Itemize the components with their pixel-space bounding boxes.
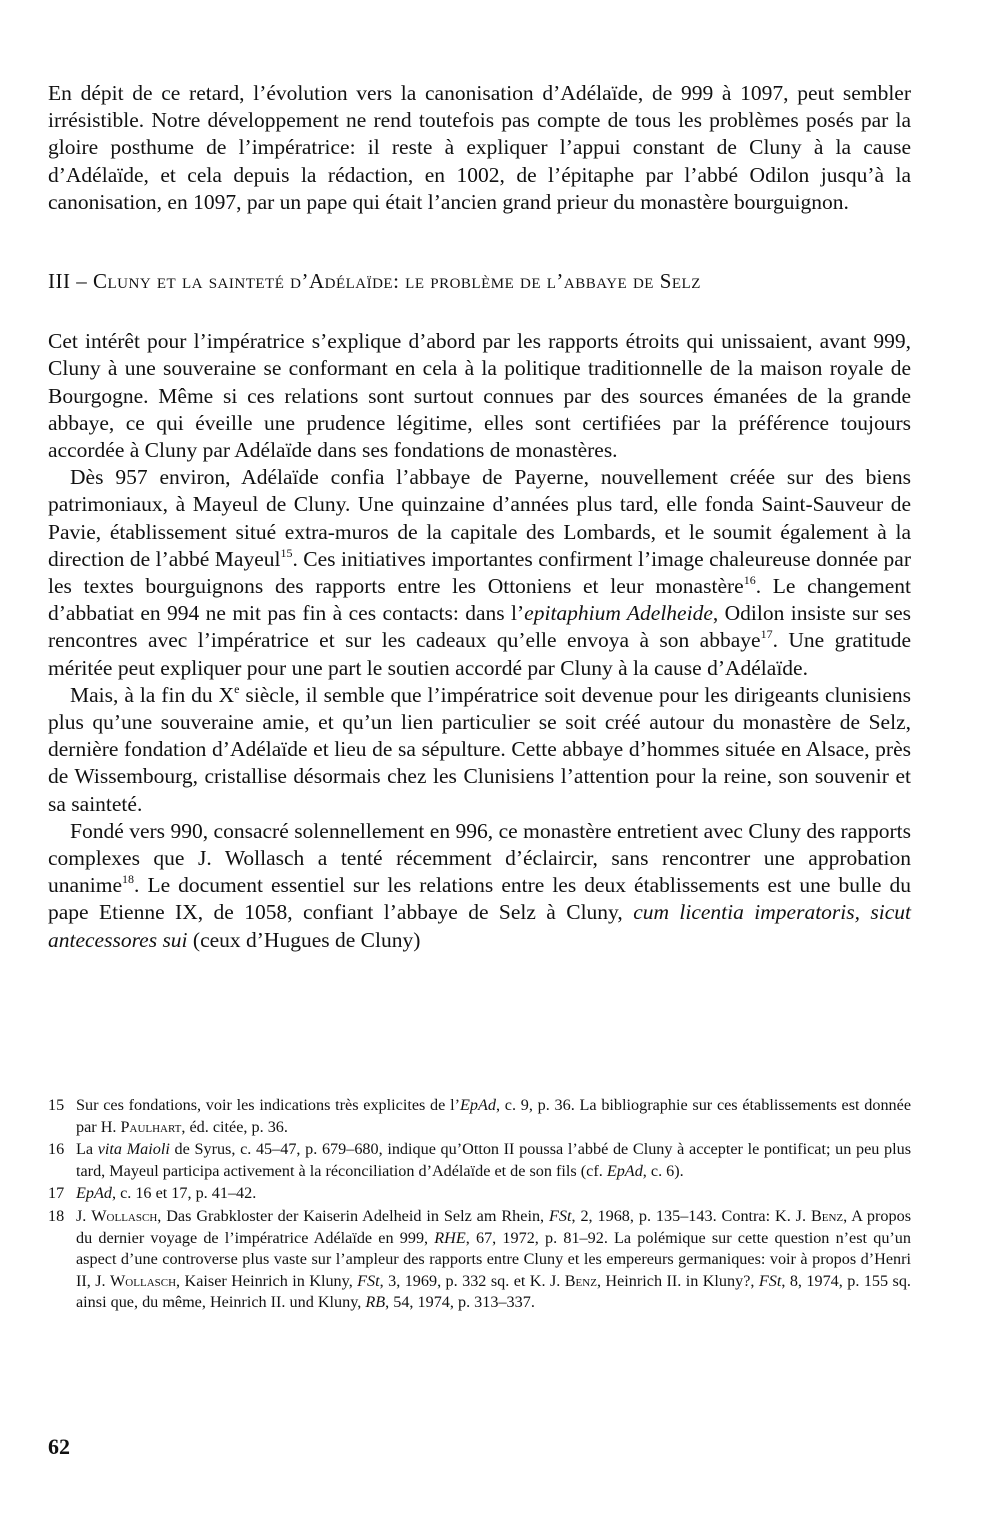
italic-title: vita Maioli	[97, 1140, 170, 1159]
italic-abbrev: RB	[365, 1293, 386, 1312]
author-name: Paulhart	[120, 1117, 182, 1136]
footnote-number: 15	[48, 1096, 65, 1114]
paragraph-2: Cet intérêt pour l’impératrice s’explique d’abord par les rapports étroits qui unissaient, avant 999, Cluny à une souveraine se conformant en cela à la politique traditionnelle de la maison royale de Bourgogne. Même si ces relations sont surtout connues par des sources émanées de la grande abbaye, ce qui éveille une prudence légitime, elles sont certifiées par la préférence toujours accordée à Cluny par Adélaïde dans ses fondations de monastères.	[48, 329, 911, 463]
footnote-16	[48, 1139, 911, 1182]
paragraph-1: En dépit de ce retard, l’évolution vers la canonisation d’Adélaïde, de 999 à 1097, peut sembler irrésistible. Notre développement ne rend toutefois pas compte de tous les problèmes posés par la gloire posthume de l’impératrice: il reste à expliquer l’appui constant de Cluny à la cause d’Adélaïde, et cela depuis la rédaction, en 1002, de l’épitaphe par l’abbé Odilon jusqu’à la canonisation, en 1097, par un pape qui était l’ancien grand prieur du monastère bourguignon.	[48, 81, 911, 214]
footnote-18	[48, 1206, 911, 1314]
italic-abbrev: EpAd	[76, 1184, 112, 1203]
text-run: , c. 6).	[642, 1161, 684, 1180]
italic-abbrev: FSt	[758, 1271, 782, 1290]
footnote-number: 17	[48, 1184, 65, 1203]
text-run: siècle, il semble que l’impératrice soit devenue pour les dirigeants clunisiens plus qu’une souveraine amie, et qu’un lien particulier se soit créé autour du monastère de Selz, dernière fondation d’Adélaïde et lieu de sa sépulture. Cette abbaye d’hommes située en Alsace, près de Wissembourg, cristallise désormais chez les Clunisiens l’attention pour la reine, son souvenir et sa sainteté.	[48, 682, 911, 816]
footnote-number: 16	[48, 1140, 65, 1159]
text-run: . Le changement d’abbatiat en 994 ne mit pas fin à ces contacts: dans l’	[48, 574, 911, 626]
text-run: . Le document essentiel sur les relations entre les deux établissements est une bulle du pape Etienne IX, de 1058, confiant l’abbaye de Selz à Cluny,	[48, 873, 911, 925]
text-run: , 3, 1969, p. 332 sq. et K. J.	[379, 1271, 565, 1290]
text-run: , Heinrich II. in Kluny?,	[596, 1271, 759, 1290]
italic-abbrev: RHE	[434, 1228, 466, 1247]
italic-abbrev: FSt	[549, 1206, 572, 1225]
paragraph-4	[48, 682, 911, 818]
text-run: J.	[76, 1206, 92, 1225]
text-run: , A propos du dernier voyage de l’impératrice Adélaïde en 999,	[76, 1206, 911, 1247]
footnote-number: 18	[48, 1206, 65, 1225]
paragraph-3	[48, 464, 911, 682]
footnote-ref-17: 17	[760, 627, 773, 642]
footnote-17	[48, 1183, 911, 1205]
author-name: Wollasch	[91, 1206, 158, 1225]
paragraph-5	[48, 818, 911, 954]
footnote-ref-16: 16	[743, 573, 756, 588]
footnote-ref-18: 18	[122, 872, 135, 887]
footnotes	[48, 1095, 911, 1315]
text-run: , Odilon insiste sur ses rencontres avec l’impératrice et sur les cadeaux qu’elle envoya à son abbaye	[48, 601, 912, 653]
italic-abbrev: EpAd	[606, 1161, 643, 1180]
text-run: , c. 9, p. 36. La bibliographie sur ces établissements est donnée par H.	[76, 1096, 912, 1136]
text-run: , Kaiser Heinrich in Kluny,	[176, 1271, 358, 1290]
text-run: , 2, 1968, p. 135–143. Contra: K. J.	[571, 1206, 811, 1225]
author-name: Wollasch	[110, 1271, 177, 1290]
text-run: Fondé vers 990, consacré solennellement en 996, ce monastère entretient avec Cluny des rapports complexes que J. Wollasch a tenté récemment d’éclaircir, sans rencontrer une approbation unanime	[48, 818, 911, 898]
footnote-ref-15: 15	[280, 545, 293, 560]
text-run: , c. 16 et 17, p. 41–42.	[111, 1184, 257, 1203]
text-run: La	[76, 1140, 98, 1159]
italic-abbrev: FSt	[357, 1271, 380, 1290]
text-run: Sur ces fondations, voir les indications très explicites de l’	[76, 1096, 460, 1114]
section-heading: III – Cluny et la sainteté d’Adélaïde: le problème de l’abbaye de Selz	[48, 269, 701, 294]
century-superscript: e	[234, 681, 240, 696]
page-number: 62	[48, 1434, 70, 1459]
italic-title: epitaphium Adelheide	[524, 601, 713, 626]
text-run: , 54, 1974, p. 313–337.	[385, 1293, 535, 1312]
italic-abbrev: EpAd	[459, 1096, 496, 1114]
text-run: , éd. citée, p. 36.	[181, 1117, 288, 1136]
author-name: Benz	[810, 1206, 844, 1225]
text-run: . Une gratitude méritée peut expliquer pour une part le soutien accordé par Cluny à la cause d’Adélaïde.	[48, 628, 911, 680]
text-run: , Das Grabkloster der Kaiserin Adelheid in Selz am Rhein,	[157, 1206, 550, 1225]
footnote-15	[48, 1095, 911, 1138]
text-run: (ceux d’Hugues de Cluny)	[187, 927, 421, 952]
author-name: Benz	[564, 1271, 597, 1290]
text-run: Mais, à la fin du X	[70, 682, 235, 707]
text-run: de Syrus, c. 45–47, p. 679–680, indique qu’Otton II poussa l’abbé de Cluny à accepter le pontificat; un peu plus tard, Mayeul participa activement à la réconciliation d’Adélaïde et de son fils (cf.	[76, 1140, 912, 1180]
text-run: . Ces initiatives importantes confirment l’image chaleureuse donnée par les textes bourguignons des rapports entre les Ottoniens et leur monastère	[48, 546, 911, 599]
main-text	[48, 80, 911, 954]
text-run: Dès 957 environ, Adélaïde confia l’abbaye de Payerne, nouvellement créée sur des biens patrimoniaux, à Mayeul de Cluny. Une quinzaine d’années plus tard, elle fonda Saint-Sauveur de Pavie, établissement situé extra-muros de la capitale des Lombards, et le soumit également à la direction de l’abbé Mayeul	[48, 465, 911, 571]
italic-quote: cum licentia imperatoris, sicut antecessores sui	[48, 900, 911, 952]
text-run: , 8, 1974, p. 155 sq. ainsi que, du même, Heinrich II. und Kluny,	[76, 1271, 911, 1312]
text-run: , 67, 1972, p. 81–92. La polémique sur cette question n’est qu’un aspect d’une controverse plus vaste sur l’ampleur des rapports entre Cluny et les empereurs germaniques: voir à propos d’Henri II, J.	[76, 1228, 911, 1290]
